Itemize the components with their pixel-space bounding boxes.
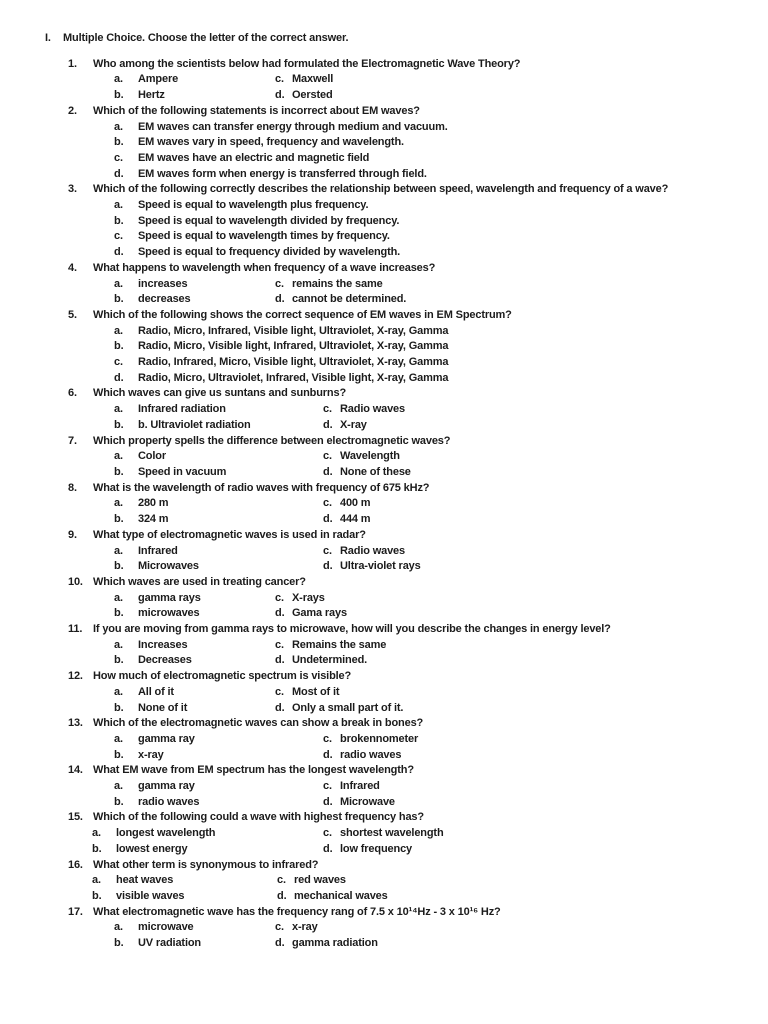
option-item	[323, 402, 768, 418]
question-number: 8.	[68, 481, 77, 494]
option-item	[114, 418, 323, 434]
option-text: EM waves have an electric and magnetic field	[138, 151, 370, 164]
option-text: longest wavelength	[116, 827, 216, 840]
question-row	[0, 905, 768, 921]
option-text: 444 m	[340, 513, 371, 526]
option-label: a.	[114, 591, 123, 604]
question-row	[0, 622, 768, 638]
question-row	[0, 308, 768, 324]
option-text: EM waves can transfer energy through medium and vacuum.	[138, 120, 448, 133]
option-label: b.	[114, 748, 124, 761]
option-label: c.	[275, 685, 284, 698]
option-item	[114, 496, 323, 512]
option-label: b.	[114, 293, 124, 306]
question-item	[0, 622, 768, 669]
option-text: Gama rays	[292, 607, 347, 620]
option-label: b.	[114, 607, 124, 620]
option-label: a.	[92, 827, 101, 840]
option-text: low frequency	[340, 842, 413, 855]
question-item	[0, 763, 768, 810]
option-item	[114, 120, 768, 136]
option-label: b.	[114, 465, 124, 478]
question-item	[0, 261, 768, 308]
option-item	[323, 418, 768, 434]
option-text: remains the same	[292, 277, 383, 290]
option-item	[114, 748, 323, 764]
question-text: What electromagnetic wave has the frequency rang of 7.5 x 10¹⁴Hz - 3 x 10¹⁶ Hz?	[93, 905, 501, 918]
option-label: a.	[114, 324, 123, 337]
options-grid	[114, 496, 768, 527]
option-label: d.	[275, 89, 285, 102]
question-list	[0, 57, 768, 952]
question-row	[0, 575, 768, 591]
option-label: a.	[114, 685, 123, 698]
question-item	[0, 905, 768, 952]
option-item	[92, 873, 277, 889]
option-text: x-ray	[292, 921, 318, 934]
options-grid	[114, 732, 768, 763]
option-label: b.	[114, 418, 124, 431]
option-item	[114, 512, 323, 528]
option-item	[114, 795, 323, 811]
question-text: Which of the electromagnetic waves can show a break in bones?	[93, 717, 424, 730]
option-label: c.	[275, 638, 284, 651]
option-label: d.	[277, 889, 287, 902]
question-text: How much of electromagnetic spectrum is visible?	[93, 670, 352, 683]
option-item	[114, 591, 275, 607]
question-text: What happens to wavelength when frequency of a wave increases?	[93, 261, 436, 274]
option-label: b.	[92, 889, 102, 902]
option-label: c.	[275, 921, 284, 934]
option-item	[275, 277, 768, 293]
options-grid	[114, 544, 768, 575]
option-label: a.	[114, 450, 123, 463]
option-text: Microwaves	[138, 560, 199, 573]
question-number: 2.	[68, 104, 77, 117]
option-item	[114, 606, 275, 622]
question-number: 4.	[68, 261, 77, 274]
question-item	[0, 669, 768, 716]
option-text: Undetermined.	[292, 654, 368, 667]
option-text: EM waves vary in speed, frequency and wavelength.	[138, 136, 404, 149]
option-item	[114, 402, 323, 418]
option-text: decreases	[138, 293, 191, 306]
question-row	[0, 810, 768, 826]
option-text: gamma ray	[138, 732, 195, 745]
question-number: 11.	[68, 623, 83, 636]
option-label: d.	[114, 246, 124, 259]
question-item	[0, 858, 768, 905]
option-label: d.	[323, 748, 333, 761]
option-label: c.	[114, 356, 123, 369]
option-text: Speed is equal to wavelength plus frequency.	[138, 199, 369, 212]
option-item	[92, 826, 323, 842]
option-item	[323, 559, 768, 575]
option-label: a.	[114, 921, 123, 934]
option-text: Infrared radiation	[138, 403, 226, 416]
option-label: d.	[323, 842, 333, 855]
option-text: Increases	[138, 638, 188, 651]
option-text: 400 m	[340, 497, 371, 510]
question-item	[0, 434, 768, 481]
option-text: Hertz	[138, 89, 165, 102]
option-item	[323, 842, 768, 858]
option-text: x-ray	[138, 748, 164, 761]
question-number: 15.	[68, 811, 83, 824]
option-label: b.	[114, 136, 124, 149]
option-text: Infrared	[138, 544, 178, 557]
option-text: Radio, Micro, Visible light, Infrared, Ultraviolet, X-ray, Gamma	[138, 340, 449, 353]
option-item	[275, 701, 768, 717]
question-text: Which property spells the difference between electromagnetic waves?	[93, 434, 451, 447]
option-text: red waves	[294, 874, 346, 887]
option-text: Decreases	[138, 654, 192, 667]
options-grid	[114, 591, 768, 622]
question-item	[0, 481, 768, 528]
option-item	[323, 779, 768, 795]
question-item	[0, 104, 768, 183]
option-item	[114, 292, 275, 308]
option-text: Radio waves	[340, 403, 405, 416]
option-text: None of these	[340, 465, 411, 478]
option-text: brokennometer	[340, 732, 419, 745]
option-text: 324 m	[138, 513, 169, 526]
option-text: Color	[138, 450, 166, 463]
option-item	[275, 88, 768, 104]
question-text: What other term is synonymous to infrared?	[93, 858, 319, 871]
option-text: Maxwell	[292, 73, 334, 86]
options-grid	[114, 638, 768, 669]
option-item	[323, 795, 768, 811]
option-label: c.	[323, 450, 332, 463]
question-text: What type of electromagnetic waves is used in radar?	[93, 528, 366, 541]
option-label: b.	[114, 340, 124, 353]
options-grid	[114, 72, 768, 103]
question-item	[0, 308, 768, 387]
option-label: a.	[114, 199, 123, 212]
option-text: radio waves	[138, 795, 200, 808]
question-row	[0, 858, 768, 874]
question-number: 17.	[68, 905, 83, 918]
option-text: mechanical waves	[294, 889, 388, 902]
option-label: c.	[275, 591, 284, 604]
option-label: c.	[275, 73, 284, 86]
option-text: visible waves	[116, 889, 185, 902]
section-heading-text: Multiple Choice. Choose the letter of the correct answer.	[63, 32, 349, 44]
option-item	[277, 889, 768, 905]
question-item	[0, 182, 768, 261]
option-item	[275, 936, 768, 952]
option-label: c.	[323, 732, 332, 745]
option-text: lowest energy	[116, 842, 188, 855]
option-label: a.	[114, 73, 123, 86]
option-label: a.	[92, 874, 101, 887]
option-item	[114, 88, 275, 104]
option-label: c.	[114, 151, 123, 164]
option-label: d.	[323, 795, 333, 808]
option-label: b.	[114, 513, 124, 526]
option-label: c.	[323, 497, 332, 510]
question-item	[0, 810, 768, 857]
question-row	[0, 669, 768, 685]
option-item	[114, 732, 323, 748]
option-label: d.	[275, 701, 285, 714]
option-text: Radio waves	[340, 544, 405, 557]
option-item	[114, 324, 768, 340]
option-item	[323, 544, 768, 560]
option-label: a.	[114, 277, 123, 290]
question-item	[0, 57, 768, 104]
option-item	[323, 449, 768, 465]
option-text: b. Ultraviolet radiation	[138, 418, 251, 431]
option-label: b.	[114, 560, 124, 573]
question-text: Which of the following shows the correct sequence of EM waves in EM Spectrum?	[93, 308, 512, 321]
option-label: b.	[114, 701, 124, 714]
option-text: Radio, Micro, Infrared, Visible light, Ultraviolet, X-ray, Gamma	[138, 324, 449, 337]
option-text: gamma rays	[138, 591, 201, 604]
options-list	[114, 324, 768, 387]
option-label: d.	[275, 937, 285, 950]
option-text: Speed is equal to wavelength times by frequency.	[138, 230, 390, 243]
option-text: Most of it	[292, 685, 340, 698]
option-item	[114, 339, 768, 355]
question-number: 3.	[68, 183, 77, 196]
option-text: Wavelength	[340, 450, 400, 463]
question-row	[0, 528, 768, 544]
option-item	[114, 638, 275, 654]
option-item	[275, 606, 768, 622]
question-row	[0, 57, 768, 73]
options-list	[114, 198, 768, 261]
option-text: Radio, Infrared, Micro, Visible light, Ultraviolet, X-ray, Gamma	[138, 356, 449, 369]
option-item	[114, 229, 768, 245]
options-grid	[114, 685, 768, 716]
option-item	[114, 214, 768, 230]
option-item	[114, 371, 768, 387]
option-text: shortest wavelength	[340, 827, 444, 840]
option-text: Radio, Micro, Ultraviolet, Infrared, Visible light, X-ray, Gamma	[138, 371, 449, 384]
option-text: Speed is equal to frequency divided by wavelength.	[138, 246, 401, 259]
question-row	[0, 481, 768, 497]
question-row	[0, 716, 768, 732]
options-grid	[114, 779, 768, 810]
option-item	[275, 638, 768, 654]
option-text: Speed in vacuum	[138, 465, 227, 478]
question-number: 7.	[68, 434, 77, 447]
option-text: Speed is equal to wavelength divided by frequency.	[138, 214, 400, 227]
option-text: X-rays	[292, 591, 325, 604]
option-item	[114, 685, 275, 701]
question-text: Who among the scientists below had formulated the Electromagnetic Wave Theory?	[93, 57, 521, 70]
option-item	[275, 72, 768, 88]
question-row	[0, 763, 768, 779]
option-label: a.	[114, 497, 123, 510]
question-number: 5.	[68, 308, 77, 321]
option-label: b.	[92, 842, 102, 855]
option-label: b.	[114, 89, 124, 102]
option-item	[114, 936, 275, 952]
option-label: d.	[275, 654, 285, 667]
option-item	[323, 496, 768, 512]
option-text: UV radiation	[138, 937, 201, 950]
option-label: d.	[275, 607, 285, 620]
option-item	[114, 653, 275, 669]
option-text: increases	[138, 277, 188, 290]
option-label: a.	[114, 780, 123, 793]
option-label: b.	[114, 937, 124, 950]
question-text: Which of the following correctly describes the relationship between speed, wavelength and frequency of a wave?	[93, 183, 669, 196]
option-text: microwaves	[138, 607, 200, 620]
option-label: d.	[114, 167, 124, 180]
option-label: d.	[323, 560, 333, 573]
options-grid	[114, 449, 768, 480]
question-number: 14.	[68, 764, 83, 777]
option-label: d.	[114, 371, 124, 384]
option-item	[114, 72, 275, 88]
question-text: If you are moving from gamma rays to microwave, how will you describe the changes in energy level?	[93, 623, 611, 636]
question-text: Which waves are used in treating cancer?	[93, 575, 306, 588]
option-label: c.	[277, 874, 286, 887]
option-text: heat waves	[116, 874, 174, 887]
option-text: radio waves	[340, 748, 402, 761]
option-item	[92, 842, 323, 858]
question-row	[0, 182, 768, 198]
option-item	[323, 512, 768, 528]
option-item	[323, 732, 768, 748]
option-label: a.	[114, 403, 123, 416]
option-item	[114, 355, 768, 371]
question-text: Which of the following could a wave with highest frequency has?	[93, 811, 424, 824]
option-item	[275, 920, 768, 936]
question-row	[0, 261, 768, 277]
option-label: a.	[114, 638, 123, 651]
options-grid	[92, 826, 768, 857]
option-label: b.	[114, 654, 124, 667]
question-number: 6.	[68, 387, 77, 400]
question-number: 10.	[68, 575, 83, 588]
option-text: EM waves form when energy is transferred through field.	[138, 167, 427, 180]
option-label: b.	[114, 214, 124, 227]
options-grid	[114, 920, 768, 951]
section-heading	[45, 31, 768, 47]
option-item	[275, 685, 768, 701]
options-grid	[114, 402, 768, 433]
option-label: c.	[323, 780, 332, 793]
option-item	[114, 167, 768, 183]
question-text: Which of the following statements is incorrect about EM waves?	[93, 104, 420, 117]
option-text: None of it	[138, 701, 188, 714]
option-label: b.	[114, 795, 124, 808]
option-label: c.	[323, 403, 332, 416]
option-label: a.	[114, 544, 123, 557]
option-text: Remains the same	[292, 638, 387, 651]
option-item	[114, 559, 323, 575]
option-item	[114, 151, 768, 167]
option-label: a.	[114, 120, 123, 133]
option-label: d.	[323, 418, 333, 431]
option-item	[114, 135, 768, 151]
option-text: Microwave	[340, 795, 395, 808]
option-item	[114, 544, 323, 560]
option-item	[275, 292, 768, 308]
option-item	[114, 779, 323, 795]
question-item	[0, 386, 768, 433]
option-label: c.	[275, 277, 284, 290]
question-number: 12.	[68, 670, 83, 683]
question-number: 16.	[68, 858, 83, 871]
option-text: Ampere	[138, 73, 179, 86]
option-label: a.	[114, 732, 123, 745]
option-item	[114, 701, 275, 717]
question-row	[0, 434, 768, 450]
option-label: d.	[323, 465, 333, 478]
option-item	[114, 198, 768, 214]
option-item	[92, 889, 277, 905]
options-list	[114, 120, 768, 183]
option-text: gamma radiation	[292, 937, 378, 950]
question-number: 13.	[68, 717, 83, 730]
question-text: What EM wave from EM spectrum has the longest wavelength?	[93, 764, 414, 777]
option-item	[275, 653, 768, 669]
option-text: microwave	[138, 921, 194, 934]
section-heading-numeral: I.	[45, 32, 51, 44]
option-text: 280 m	[138, 497, 169, 510]
question-row	[0, 386, 768, 402]
option-text: Ultra-violet rays	[340, 560, 421, 573]
option-item	[323, 465, 768, 481]
option-text: Only a small part of it.	[292, 701, 404, 714]
option-item	[275, 591, 768, 607]
option-item	[114, 245, 768, 261]
option-item	[114, 465, 323, 481]
option-text: X-ray	[340, 418, 367, 431]
question-item	[0, 575, 768, 622]
option-item	[323, 748, 768, 764]
question-number: 1.	[68, 57, 77, 70]
option-text: All of it	[138, 685, 174, 698]
option-label: d.	[323, 513, 333, 526]
question-text: Which waves can give us suntans and sunburns?	[93, 387, 347, 400]
option-text: cannot be determined.	[292, 293, 407, 306]
option-text: Infrared	[340, 780, 380, 793]
question-item	[0, 528, 768, 575]
option-item	[323, 826, 768, 842]
options-grid	[114, 277, 768, 308]
option-label: c.	[323, 827, 332, 840]
options-grid	[92, 873, 768, 904]
option-label: c.	[114, 230, 123, 243]
option-item	[114, 277, 275, 293]
option-label: c.	[323, 544, 332, 557]
question-row	[0, 104, 768, 120]
option-text: Oersted	[292, 89, 333, 102]
question-item	[0, 716, 768, 763]
option-text: gamma ray	[138, 780, 195, 793]
question-text: What is the wavelength of radio waves with frequency of 675 kHz?	[93, 481, 430, 494]
option-label: d.	[275, 293, 285, 306]
option-item	[277, 873, 768, 889]
option-item	[114, 920, 275, 936]
question-number: 9.	[68, 528, 77, 541]
option-item	[114, 449, 323, 465]
